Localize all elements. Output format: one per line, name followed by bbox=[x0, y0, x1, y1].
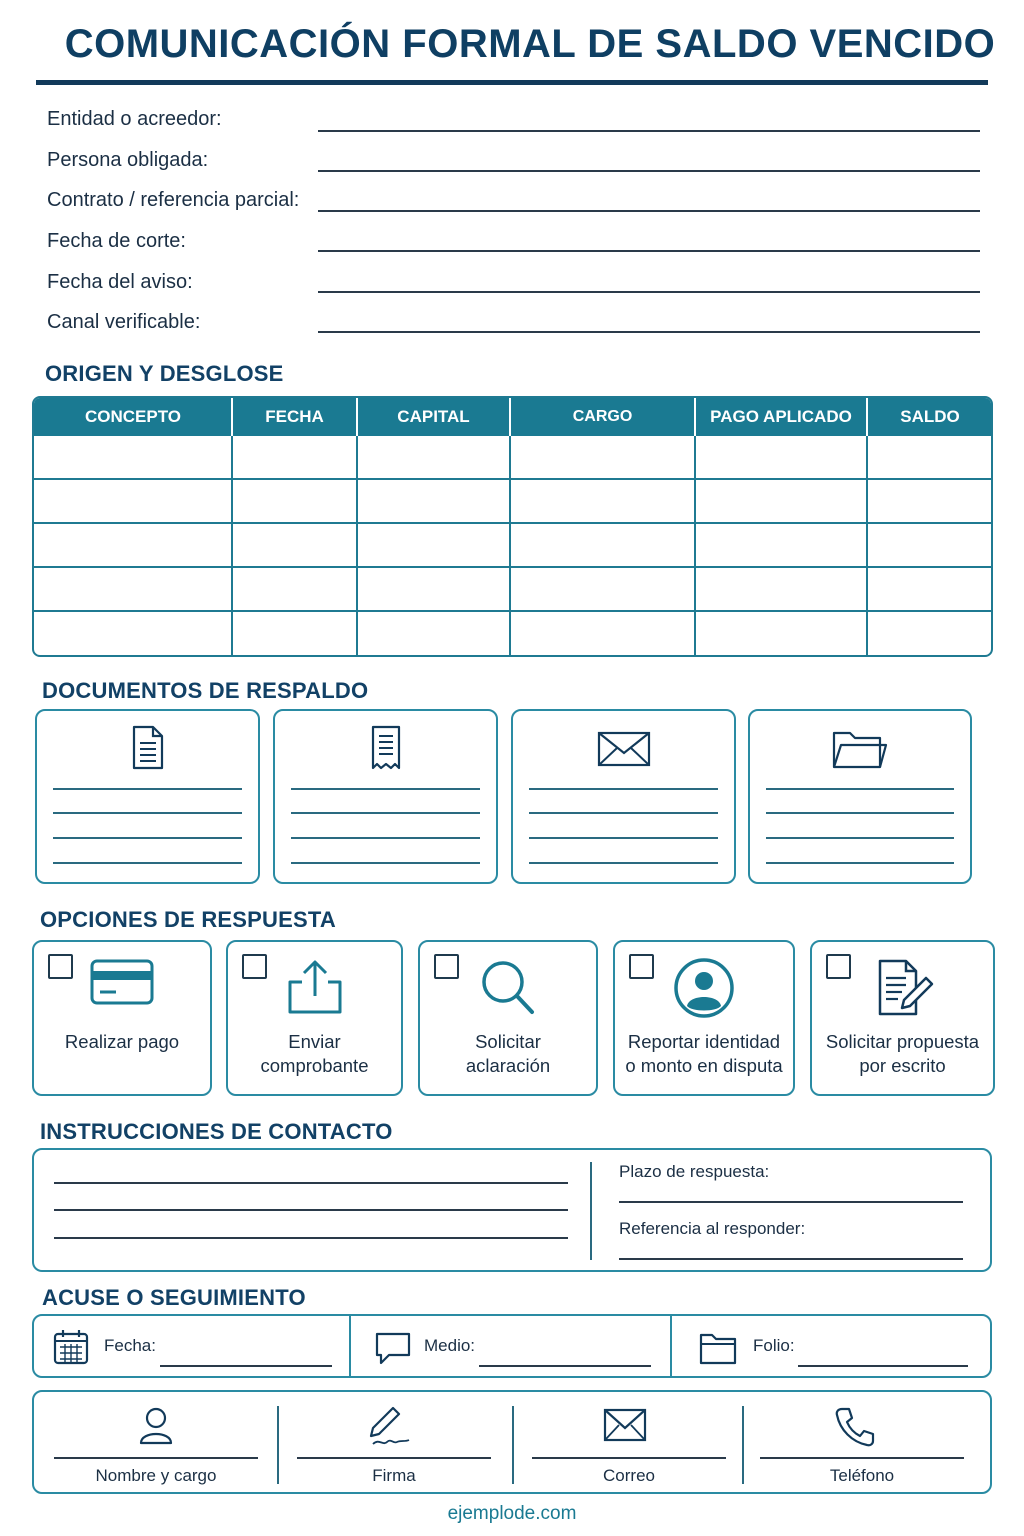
contact-box bbox=[32, 1148, 992, 1272]
upload-checkbox[interactable] bbox=[242, 954, 267, 979]
envelope-card[interactable] bbox=[511, 709, 736, 884]
cutoff-date-field[interactable] bbox=[318, 250, 980, 252]
search-icon bbox=[475, 956, 541, 1018]
folder-icon bbox=[830, 723, 890, 773]
followup-date-label: Fecha: bbox=[104, 1336, 156, 1355]
notice-date-label: Fecha del aviso: bbox=[47, 271, 193, 293]
page-title: COMUNICACIÓN FORMAL DE SALDO VENCIDO bbox=[64, 22, 996, 66]
person-icon bbox=[136, 1406, 176, 1446]
email-field[interactable] bbox=[532, 1457, 726, 1459]
option-card-dispute[interactable] bbox=[613, 940, 795, 1096]
dispute-checkbox[interactable] bbox=[629, 954, 654, 979]
table-row bbox=[34, 522, 991, 524]
phone-field[interactable] bbox=[760, 1457, 964, 1459]
phone-icon bbox=[834, 1406, 876, 1448]
signature-field[interactable] bbox=[297, 1457, 491, 1459]
contact-section-title: INSTRUCCIONES DE CONTACTO bbox=[40, 1119, 393, 1144]
document-card[interactable] bbox=[35, 709, 260, 884]
notice-date-field[interactable] bbox=[318, 291, 980, 293]
channel-label: Canal verificable: bbox=[47, 311, 201, 333]
proposal-checkbox[interactable] bbox=[826, 954, 851, 979]
contact-divider bbox=[590, 1162, 592, 1260]
column-header-saldo: SALDO bbox=[900, 407, 960, 426]
receipt-icon bbox=[364, 723, 408, 773]
column-header-cargo: CARGO DOCUMENTADO bbox=[539, 408, 666, 463]
debtor-label: Persona obligada: bbox=[47, 149, 209, 171]
name-field[interactable] bbox=[54, 1457, 258, 1459]
envelope-icon bbox=[595, 723, 653, 773]
pay-label: Realizar pago bbox=[64, 1031, 180, 1052]
pen-icon bbox=[367, 1404, 413, 1448]
debtor-field[interactable] bbox=[318, 170, 980, 172]
receipt-card[interactable] bbox=[273, 709, 498, 884]
name-label: Nombre y cargo bbox=[95, 1466, 217, 1485]
column-header-capital: CAPITAL bbox=[397, 407, 470, 426]
clarify-checkbox[interactable] bbox=[434, 954, 459, 979]
table-header bbox=[34, 398, 991, 463]
options-section-title: OPCIONES DE RESPUESTA bbox=[40, 907, 336, 932]
edit-document-icon bbox=[870, 956, 936, 1018]
breakdown-table bbox=[32, 396, 993, 657]
column-header-pago: PAGO APLICADO bbox=[710, 407, 852, 426]
footer-link[interactable]: ejemplode.com bbox=[447, 1503, 577, 1524]
contract-field[interactable] bbox=[318, 210, 980, 212]
creditor-field[interactable] bbox=[318, 130, 980, 132]
contract-label: Contrato / referencia parcial: bbox=[47, 189, 300, 211]
document-icon bbox=[126, 723, 170, 773]
signature-box bbox=[32, 1390, 992, 1494]
credit-card-icon bbox=[89, 956, 155, 1008]
column-header-concepto: CONCEPTO bbox=[84, 407, 182, 426]
followup-box bbox=[32, 1314, 992, 1378]
followup-medium-field[interactable] bbox=[479, 1365, 651, 1367]
contact-line[interactable] bbox=[54, 1182, 568, 1184]
column-header-fecha: FECHA bbox=[265, 407, 324, 426]
option-card-clarify[interactable] bbox=[418, 940, 598, 1096]
creditor-label: Entidad o acreedor: bbox=[47, 108, 222, 130]
followup-date-field[interactable] bbox=[160, 1365, 332, 1367]
channel-field[interactable] bbox=[318, 331, 980, 333]
followup-section-title: ACUSE O SEGUIMIENTO bbox=[42, 1285, 306, 1310]
upload-icon bbox=[282, 956, 348, 1016]
cutoff-date-label: Fecha de corte: bbox=[47, 230, 186, 252]
reference-label: Referencia al responder: bbox=[619, 1219, 806, 1238]
contact-line[interactable] bbox=[54, 1237, 568, 1239]
title-divider bbox=[36, 80, 988, 85]
chat-icon bbox=[374, 1330, 412, 1368]
user-icon bbox=[671, 956, 737, 1020]
folder-card[interactable] bbox=[748, 709, 972, 884]
dispute-label: Reportar identidad o monto en disputa bbox=[625, 1031, 783, 1076]
calendar-icon bbox=[52, 1328, 90, 1366]
table-row bbox=[34, 478, 991, 480]
phone-label: Teléfono bbox=[829, 1466, 895, 1485]
option-card-pay[interactable] bbox=[32, 940, 212, 1096]
table-row bbox=[34, 610, 991, 612]
option-card-upload[interactable] bbox=[226, 940, 403, 1096]
contact-line[interactable] bbox=[54, 1209, 568, 1211]
documents-section-title: DOCUMENTOS DE RESPALDO bbox=[42, 678, 369, 703]
upload-label: Enviar comprobante bbox=[260, 1031, 369, 1076]
folder-icon bbox=[698, 1330, 738, 1366]
followup-medium-label: Medio: bbox=[424, 1336, 476, 1355]
option-card-proposal[interactable] bbox=[810, 940, 995, 1096]
pay-checkbox[interactable] bbox=[48, 954, 73, 979]
followup-folio-label: Folio: bbox=[753, 1336, 795, 1355]
followup-folio-field[interactable] bbox=[798, 1365, 968, 1367]
deadline-field[interactable] bbox=[619, 1201, 963, 1203]
signature-label: Firma bbox=[372, 1466, 416, 1485]
envelope-icon bbox=[602, 1406, 648, 1444]
deadline-label: Plazo de respuesta: bbox=[619, 1162, 770, 1181]
email-label: Correo bbox=[603, 1466, 655, 1485]
proposal-label: Solicitar propuesta por escrito bbox=[825, 1031, 980, 1076]
table-row bbox=[34, 566, 991, 568]
reference-field[interactable] bbox=[619, 1258, 963, 1260]
clarify-label: Solicitar aclaración bbox=[465, 1031, 551, 1076]
breakdown-section-title: ORIGEN Y DESGLOSE bbox=[45, 361, 284, 386]
